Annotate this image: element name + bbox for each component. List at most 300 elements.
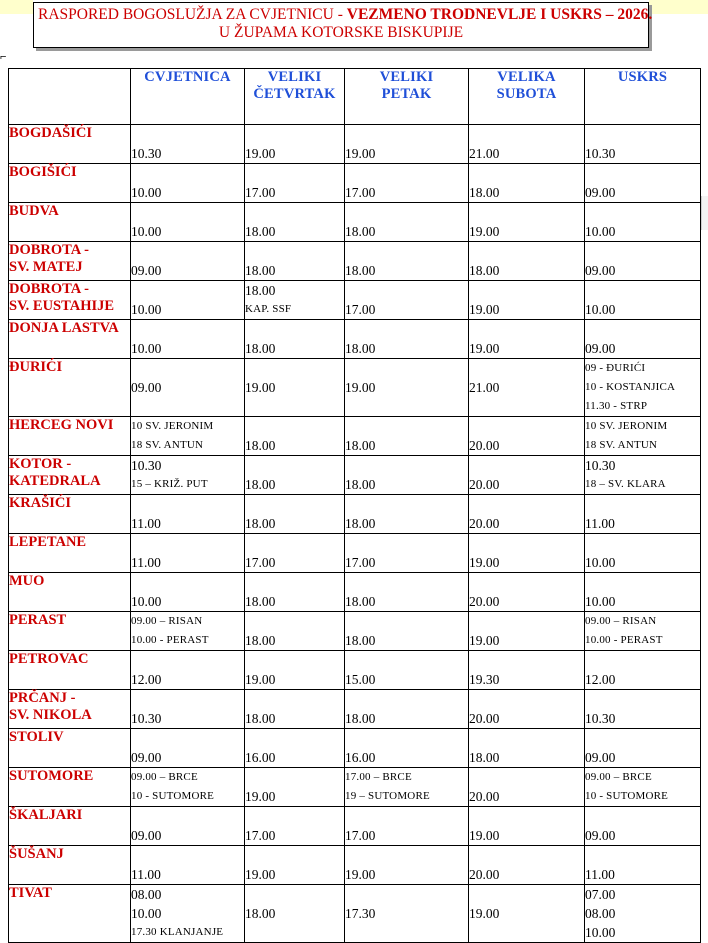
table-row bbox=[9, 359, 701, 417]
service-time-line: 10.00 bbox=[131, 341, 162, 356]
service-time-line: 10.00 - PERAST bbox=[131, 634, 209, 646]
service-time-cell bbox=[245, 164, 345, 203]
parish-name-line: BUDVA bbox=[9, 203, 59, 219]
service-time-line: 21.00 bbox=[469, 146, 500, 161]
service-time-line: 11.30 - STRP bbox=[585, 400, 648, 412]
service-time-cell bbox=[245, 534, 345, 573]
parish-name-line: PERAST bbox=[9, 612, 67, 628]
service-time-cell bbox=[469, 495, 585, 534]
table-row bbox=[9, 495, 701, 534]
service-time-line: 18.00 bbox=[469, 750, 500, 765]
service-time-line: 20.00 bbox=[469, 477, 500, 492]
top-left-margin-strip bbox=[0, 0, 33, 14]
header-line: SUBOTA bbox=[496, 86, 557, 102]
service-time-cell bbox=[345, 885, 469, 943]
service-time-line: 11.00 bbox=[131, 555, 161, 570]
service-time-line: 19.00 bbox=[245, 867, 276, 882]
service-time-cell bbox=[131, 885, 245, 943]
service-time-line: 18.00 bbox=[245, 477, 276, 492]
service-time-cell bbox=[245, 320, 345, 359]
service-time-line: 09.00 bbox=[131, 380, 162, 395]
table-row bbox=[9, 242, 701, 281]
service-time-line: 19.00 bbox=[245, 146, 276, 161]
parish-name-line: PETROVAC bbox=[9, 651, 89, 667]
service-time-cell bbox=[245, 456, 345, 495]
service-time-line: 18 – SV. KLARA bbox=[585, 478, 666, 490]
service-time-cell bbox=[131, 417, 245, 456]
title-line-1-plain: RASPORED BOGOSLUŽJA ZA CVJETNICU - bbox=[38, 6, 347, 23]
parish-name-cell bbox=[9, 320, 131, 359]
service-time-line: 18.00 bbox=[345, 224, 376, 239]
service-time-line: 19.00 bbox=[245, 789, 276, 804]
service-time-cell bbox=[345, 125, 469, 164]
right-edge-tab bbox=[701, 196, 708, 230]
service-time-cell bbox=[585, 417, 701, 456]
service-time-cell bbox=[345, 320, 469, 359]
parish-name-cell bbox=[9, 164, 131, 203]
service-time-line: 17.00 – BRCE bbox=[345, 771, 412, 783]
service-time-line: 16.00 bbox=[245, 750, 276, 765]
service-time-cell bbox=[131, 768, 245, 807]
parish-name-cell bbox=[9, 281, 131, 320]
service-time-line: 10.30 bbox=[131, 458, 162, 473]
service-time-line: 19.00 bbox=[345, 867, 376, 882]
parish-name-cell bbox=[9, 417, 131, 456]
parish-name-cell bbox=[9, 885, 131, 943]
service-time-cell bbox=[345, 203, 469, 242]
service-time-cell bbox=[585, 768, 701, 807]
service-time-cell bbox=[469, 242, 585, 281]
service-time-line: 08.00 bbox=[131, 887, 162, 902]
service-time-cell bbox=[345, 359, 469, 417]
service-time-line: 18.00 bbox=[469, 185, 500, 200]
table-row bbox=[9, 203, 701, 242]
service-time-cell bbox=[345, 281, 469, 320]
parish-name-line: TIVAT bbox=[9, 885, 52, 901]
service-time-line: 09.00 bbox=[585, 750, 616, 765]
service-time-cell bbox=[585, 651, 701, 690]
service-time-line: 18.00 bbox=[345, 477, 376, 492]
service-time-line: 19.00 bbox=[345, 380, 376, 395]
table-row bbox=[9, 807, 701, 846]
service-time-cell bbox=[345, 573, 469, 612]
service-time-cell bbox=[585, 729, 701, 768]
service-time-cell bbox=[469, 846, 585, 885]
service-time-cell bbox=[345, 807, 469, 846]
service-time-cell bbox=[131, 320, 245, 359]
header-cell-veliki-cetvrtak bbox=[245, 69, 345, 125]
service-time-line: 18.00 bbox=[345, 594, 376, 609]
service-time-cell bbox=[131, 359, 245, 417]
schedule-table bbox=[8, 68, 701, 943]
service-time-cell bbox=[131, 846, 245, 885]
service-time-cell bbox=[345, 612, 469, 651]
service-time-cell bbox=[469, 320, 585, 359]
service-time-line: 11.00 bbox=[585, 867, 615, 882]
service-time-line: 18.00 bbox=[245, 516, 276, 531]
service-time-line: 17.00 bbox=[245, 185, 276, 200]
service-time-cell bbox=[245, 573, 345, 612]
service-time-cell bbox=[345, 768, 469, 807]
parish-name-cell bbox=[9, 359, 131, 417]
service-time-cell bbox=[585, 456, 701, 495]
parish-name-cell bbox=[9, 495, 131, 534]
parish-name-cell bbox=[9, 242, 131, 281]
parish-name-line: ĐURIĆI bbox=[9, 359, 63, 375]
service-time-cell bbox=[245, 417, 345, 456]
service-time-line: 09.00 – BRCE bbox=[585, 771, 652, 783]
table-row bbox=[9, 729, 701, 768]
service-time-line: 16.00 bbox=[345, 750, 376, 765]
service-time-cell bbox=[469, 651, 585, 690]
service-time-line: 09.00 bbox=[131, 828, 162, 843]
schedule-table-wrapper bbox=[8, 68, 700, 943]
service-time-cell bbox=[585, 359, 701, 417]
service-time-line: 10.00 bbox=[585, 594, 616, 609]
service-time-line: 07.00 bbox=[585, 887, 616, 902]
service-time-cell bbox=[585, 495, 701, 534]
service-time-line: 10.00 bbox=[131, 185, 162, 200]
service-time-line: 21.00 bbox=[469, 380, 500, 395]
service-time-line: 18.00 bbox=[245, 711, 276, 726]
service-time-line: 10.30 bbox=[131, 711, 162, 726]
service-time-cell bbox=[131, 281, 245, 320]
service-time-line: 12.00 bbox=[585, 672, 616, 687]
parish-name-cell bbox=[9, 203, 131, 242]
service-time-cell bbox=[469, 534, 585, 573]
service-time-line: 10.00 bbox=[585, 302, 616, 317]
service-time-cell bbox=[469, 125, 585, 164]
service-time-line: 18.00 bbox=[345, 516, 376, 531]
parish-name-cell bbox=[9, 729, 131, 768]
service-time-cell bbox=[345, 651, 469, 690]
parish-name-line: ŠKALJARI bbox=[9, 807, 83, 823]
service-time-line: 19.30 bbox=[469, 672, 500, 687]
service-time-cell bbox=[131, 456, 245, 495]
service-time-line: 18 SV. ANTUN bbox=[131, 439, 204, 451]
service-time-cell bbox=[585, 203, 701, 242]
service-time-line: 10.30 bbox=[585, 146, 616, 161]
header-line: VELIKI bbox=[267, 69, 322, 85]
service-time-cell bbox=[245, 807, 345, 846]
parish-name-cell bbox=[9, 612, 131, 651]
service-time-line: 10.00 bbox=[585, 224, 616, 239]
table-row bbox=[9, 612, 701, 651]
service-time-line: 19.00 bbox=[469, 906, 500, 921]
service-time-line: 15.00 bbox=[345, 672, 376, 687]
parish-name-line: KATEDRALA bbox=[9, 473, 101, 489]
service-time-cell bbox=[469, 807, 585, 846]
service-time-line: 18.00 bbox=[245, 224, 276, 239]
service-time-cell bbox=[245, 359, 345, 417]
parish-name-cell bbox=[9, 651, 131, 690]
service-time-cell bbox=[469, 203, 585, 242]
service-time-cell bbox=[345, 164, 469, 203]
service-time-cell bbox=[131, 651, 245, 690]
service-time-cell bbox=[585, 573, 701, 612]
parish-name-line: STOLIV bbox=[9, 729, 64, 745]
parish-name-cell bbox=[9, 768, 131, 807]
service-time-line: 09.00 bbox=[585, 828, 616, 843]
service-time-line: 15 – KRIŽ. PUT bbox=[131, 478, 208, 490]
table-header-row bbox=[9, 69, 701, 125]
service-time-cell bbox=[469, 573, 585, 612]
service-time-line: 18.00 bbox=[345, 633, 376, 648]
table-row bbox=[9, 768, 701, 807]
service-time-line: 11.00 bbox=[131, 516, 161, 531]
table-row bbox=[9, 456, 701, 495]
service-time-cell bbox=[345, 534, 469, 573]
service-time-cell bbox=[131, 242, 245, 281]
service-time-cell bbox=[585, 612, 701, 651]
service-time-cell bbox=[245, 885, 345, 943]
service-time-line: 19.00 bbox=[469, 224, 500, 239]
service-time-line: 10.30 bbox=[131, 146, 162, 161]
header-cell-parish bbox=[9, 69, 131, 125]
parish-name-line: DOBROTA - bbox=[9, 242, 89, 258]
service-time-line: 18 SV. ANTUN bbox=[585, 439, 658, 451]
parish-name-line: BOGDAŠIĆI bbox=[9, 125, 92, 141]
service-time-line: 09 - ĐURIĆI bbox=[585, 362, 646, 374]
service-time-cell bbox=[585, 164, 701, 203]
service-time-cell bbox=[345, 729, 469, 768]
service-time-line: 20.00 bbox=[469, 516, 500, 531]
service-time-line: 11.00 bbox=[131, 867, 161, 882]
service-time-cell bbox=[245, 125, 345, 164]
service-time-cell bbox=[469, 281, 585, 320]
parish-name-line: KOTOR - bbox=[9, 456, 72, 472]
service-time-cell bbox=[585, 242, 701, 281]
header-line: CVJETNICA bbox=[144, 69, 231, 85]
service-time-cell bbox=[345, 242, 469, 281]
service-time-line: 17.00 bbox=[345, 185, 376, 200]
service-time-cell bbox=[131, 495, 245, 534]
service-time-line: 08.00 bbox=[585, 906, 616, 921]
service-time-line: 10 SV. JERONIM bbox=[131, 420, 214, 432]
parish-name-line: BOGIŠIĆI bbox=[9, 164, 77, 180]
service-time-cell bbox=[345, 456, 469, 495]
service-time-line: 17.00 bbox=[245, 828, 276, 843]
service-time-cell bbox=[345, 495, 469, 534]
service-time-line: 09.00 bbox=[131, 750, 162, 765]
service-time-cell bbox=[469, 417, 585, 456]
service-time-cell bbox=[345, 417, 469, 456]
table-row bbox=[9, 651, 701, 690]
service-time-line: 10.30 bbox=[585, 458, 616, 473]
service-time-cell bbox=[245, 203, 345, 242]
table-row bbox=[9, 690, 701, 729]
schedule-table-body bbox=[9, 125, 701, 943]
service-time-line: 18.00 bbox=[345, 263, 376, 278]
top-right-margin-strip bbox=[649, 0, 708, 14]
service-time-line: 18.00 bbox=[245, 594, 276, 609]
service-time-cell bbox=[245, 651, 345, 690]
parish-name-cell bbox=[9, 125, 131, 164]
service-time-line: 12.00 bbox=[131, 672, 162, 687]
service-time-cell bbox=[585, 534, 701, 573]
service-time-line: 18.00 bbox=[345, 711, 376, 726]
parish-name-line: DONJA LASTVA bbox=[9, 320, 119, 336]
service-time-cell bbox=[131, 534, 245, 573]
service-time-cell bbox=[585, 320, 701, 359]
service-time-line: 09.00 bbox=[585, 263, 616, 278]
header-cell-veliki-petak bbox=[345, 69, 469, 125]
service-time-line: 09.00 – RISAN bbox=[131, 615, 203, 627]
table-row bbox=[9, 125, 701, 164]
title-line-2: U ŽUPAMA KOTORSKE BISKUPIJE bbox=[218, 24, 464, 41]
service-time-line: 17.00 bbox=[245, 555, 276, 570]
service-time-cell bbox=[469, 359, 585, 417]
service-time-line: 10.30 bbox=[585, 711, 616, 726]
table-row bbox=[9, 320, 701, 359]
service-time-cell bbox=[131, 729, 245, 768]
document-title-block bbox=[33, 2, 653, 48]
table-row bbox=[9, 534, 701, 573]
table-row bbox=[9, 885, 701, 943]
table-row bbox=[9, 573, 701, 612]
parish-name-line: DOBROTA - bbox=[9, 281, 89, 297]
service-time-cell bbox=[469, 456, 585, 495]
service-time-line: KAP. SSF bbox=[245, 303, 292, 315]
parish-name-line: ŠUŠANJ bbox=[9, 846, 64, 862]
service-time-line: 17.00 bbox=[345, 828, 376, 843]
service-time-line: 18.00 bbox=[245, 906, 276, 921]
header-cell-cvjetnica bbox=[131, 69, 245, 125]
service-time-line: 18.00 bbox=[345, 341, 376, 356]
table-row bbox=[9, 164, 701, 203]
service-time-cell bbox=[585, 885, 701, 943]
parish-name-line: KRAŠIĆI bbox=[9, 495, 72, 511]
service-time-line: 09.00 bbox=[585, 185, 616, 200]
service-time-line: 19.00 bbox=[469, 341, 500, 356]
service-time-line: 18.00 bbox=[245, 341, 276, 356]
service-time-line: 20.00 bbox=[469, 789, 500, 804]
service-time-line: 10.00 bbox=[585, 555, 616, 570]
service-time-line: 17.30 bbox=[345, 906, 376, 921]
service-time-cell bbox=[131, 612, 245, 651]
service-time-line: 09.00 – RISAN bbox=[585, 615, 657, 627]
service-time-line: 20.00 bbox=[469, 711, 500, 726]
service-time-cell bbox=[469, 690, 585, 729]
service-time-cell bbox=[131, 203, 245, 242]
service-time-cell bbox=[469, 164, 585, 203]
service-time-cell bbox=[585, 125, 701, 164]
page-corner-mark: ⌐ bbox=[0, 51, 7, 63]
service-time-line: 18.00 bbox=[245, 633, 276, 648]
parish-name-cell bbox=[9, 534, 131, 573]
title-line-1 bbox=[38, 6, 653, 24]
service-time-cell bbox=[131, 164, 245, 203]
service-time-cell bbox=[245, 612, 345, 651]
service-time-line: 20.00 bbox=[469, 594, 500, 609]
service-time-line: 09.00 bbox=[585, 341, 616, 356]
service-time-cell bbox=[245, 846, 345, 885]
header-line: USKRS bbox=[617, 69, 668, 85]
table-row bbox=[9, 281, 701, 320]
header-line: PETAK bbox=[381, 86, 432, 102]
service-time-cell bbox=[131, 807, 245, 846]
service-time-line: 10 SV. JERONIM bbox=[585, 420, 668, 432]
parish-name-line: SV. EUSTAHIJE bbox=[9, 298, 115, 314]
service-time-cell bbox=[345, 690, 469, 729]
service-time-line: 19.00 bbox=[245, 672, 276, 687]
service-time-line: 19.00 bbox=[469, 633, 500, 648]
parish-name-line: SV. MATEJ bbox=[9, 259, 83, 275]
service-time-line: 19.00 bbox=[469, 555, 500, 570]
service-time-line: 17.00 bbox=[345, 302, 376, 317]
service-time-line: 09.00 – BRCE bbox=[131, 771, 198, 783]
service-time-line: 18.00 bbox=[245, 438, 276, 453]
parish-name-line: SUTOMORE bbox=[9, 768, 94, 784]
service-time-line: 10.00 - PERAST bbox=[585, 634, 663, 646]
service-time-cell bbox=[585, 846, 701, 885]
service-time-line: 10.00 bbox=[585, 925, 616, 940]
service-time-line: 17.30 KLANJANJE bbox=[131, 926, 224, 938]
service-time-line: 11.00 bbox=[585, 516, 615, 531]
service-time-cell bbox=[469, 768, 585, 807]
service-time-line: 10.00 bbox=[131, 594, 162, 609]
service-time-line: 18.00 bbox=[469, 263, 500, 278]
parish-name-cell bbox=[9, 690, 131, 729]
parish-name-cell bbox=[9, 807, 131, 846]
parish-name-line: HERCEG NOVI bbox=[9, 417, 114, 433]
service-time-cell bbox=[245, 729, 345, 768]
service-time-cell bbox=[131, 125, 245, 164]
service-time-cell bbox=[245, 768, 345, 807]
header-line: ČETVRTAK bbox=[253, 86, 336, 102]
service-time-line: 10.00 bbox=[131, 906, 162, 921]
parish-name-line: SV. NIKOLA bbox=[9, 707, 92, 723]
service-time-line: 10 - KOSTANJICA bbox=[585, 381, 676, 393]
service-time-line: 19.00 bbox=[245, 380, 276, 395]
header-cell-uskrs bbox=[585, 69, 701, 125]
service-time-line: 10 - SUTOMORE bbox=[585, 790, 669, 802]
service-time-line: 20.00 bbox=[469, 438, 500, 453]
service-time-cell bbox=[245, 281, 345, 320]
parish-name-line: MUO bbox=[9, 573, 45, 589]
header-line: VELIKA bbox=[497, 69, 556, 85]
service-time-cell bbox=[345, 846, 469, 885]
service-time-line: 10.00 bbox=[131, 224, 162, 239]
table-row bbox=[9, 846, 701, 885]
service-time-cell bbox=[469, 729, 585, 768]
service-time-line: 10 - SUTOMORE bbox=[131, 790, 215, 802]
header-line: VELIKI bbox=[379, 69, 434, 85]
service-time-cell bbox=[245, 690, 345, 729]
service-time-line: 19 – SUTOMORE bbox=[345, 790, 430, 802]
service-time-line: 19.00 bbox=[469, 302, 500, 317]
service-time-line: 19.00 bbox=[469, 828, 500, 843]
header-cell-velika-subota bbox=[469, 69, 585, 125]
service-time-line: 09.00 bbox=[131, 263, 162, 278]
service-time-line: 10.00 bbox=[131, 302, 162, 317]
title-line-1-bold: VEZMENO TRODNEVLJE I USKRS – 2026. bbox=[346, 6, 653, 23]
service-time-line: 17.00 bbox=[345, 555, 376, 570]
service-time-line: 18.00 bbox=[245, 263, 276, 278]
service-time-cell bbox=[585, 807, 701, 846]
service-time-line: 19.00 bbox=[345, 146, 376, 161]
service-time-line: 18.00 bbox=[245, 283, 276, 298]
parish-name-line: PRČANJ - bbox=[9, 690, 76, 706]
service-time-cell bbox=[585, 281, 701, 320]
parish-name-cell bbox=[9, 846, 131, 885]
parish-name-cell bbox=[9, 573, 131, 612]
service-time-cell bbox=[245, 242, 345, 281]
service-time-cell bbox=[131, 690, 245, 729]
parish-name-cell bbox=[9, 456, 131, 495]
service-time-cell bbox=[469, 885, 585, 943]
parish-name-line: LEPETANE bbox=[9, 534, 87, 550]
